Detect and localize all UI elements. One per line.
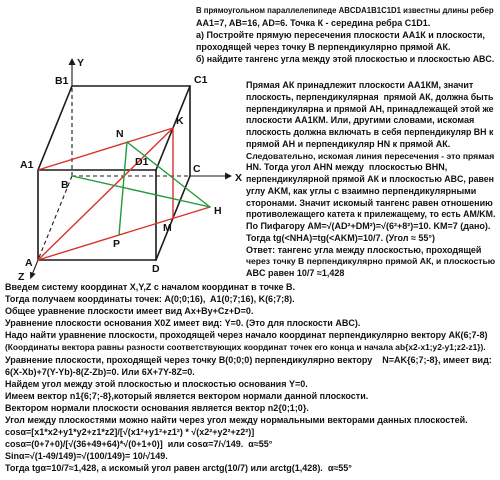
solution-line-6: прямой АН и перпендикуляр HN к прямой АК. <box>246 138 451 149</box>
label-n: N <box>116 128 124 140</box>
solution-line-3: перпендикулярна и прямой АН, принадлежащей этой же <box>246 103 494 114</box>
z-axis-arrow-icon <box>30 272 36 280</box>
coordinates-line-5: Надо найти уравнение плоскости, проходящей через начало координат перпендикулярно вектору АК(6;7-8) <box>5 330 488 341</box>
label-b: B <box>61 179 69 191</box>
coordinates-line-2: Тогда получаем координаты точек: A(0;0;16), A1(0;7;16), K(6;7;8). <box>5 294 295 305</box>
solution-line-9: перпендикулярной прямой АК и плоскостью ABC, равен <box>246 174 494 184</box>
coordinates-line-4: Уравнение плоскости основания X0Z имеет вид: Y=0. (Это для плоскости ABC). <box>5 318 361 329</box>
coordinate-solution <box>5 281 496 475</box>
label-z: Z <box>18 271 25 283</box>
solution-line-5: плоскость должна включать в себя перпендикуляр ВН к <box>246 127 494 137</box>
segment-a1-k <box>38 128 173 170</box>
x-axis-arrow-icon <box>225 173 232 180</box>
answer-line-2: через точку В перпендикулярно прямой АК, и плоскостью <box>246 256 496 267</box>
coordinates-line-9: Найдем угол между этой плоскостью и плоскостью основания Y=0. <box>5 378 308 389</box>
label-d1: D1 <box>135 156 149 168</box>
coordinates-line-10: Имеем вектор n1{6;7;-8},который является вектором нормали данной плоскости. <box>5 390 369 401</box>
formula-line-3: Sinα=√(1-49/149)=√(100/149)= 10/√149. <box>5 451 168 462</box>
coordinates-line-3: Общее уравнение плоскости имеет вид Ax+By+Cz+D=0. <box>5 306 254 317</box>
z-axis <box>32 260 38 274</box>
formula-line-1: cosα=[x1*x2+y1*y2+z1*z2]/[√(x1²+y1²+z1²) * √(x2²+y2²+z2²)] <box>5 427 255 438</box>
problem-line-2: AA1=7, AB=16, AD=6. Точка К - середина ребра C1D1. <box>196 18 431 28</box>
label-b1: B1 <box>55 75 69 87</box>
label-h: H <box>214 205 222 217</box>
coordinates-line-1: Введем систему координат X,Y,Z с началом координат в точке В. <box>5 282 295 292</box>
solution-line-14: Тогда tg(<NHA)=tg(<AKM)=10/7. (Угол ≈ 55°) <box>246 232 435 243</box>
label-c: C <box>193 163 201 175</box>
label-a: A <box>25 257 33 269</box>
label-y: Y <box>77 57 85 69</box>
label-p: P <box>113 238 121 250</box>
coordinates-line-7: Уравнение плоскости, проходящей через точку В(0;0;0) перпендикулярно вектору N=AK{6;7;-8}, имеет вид: <box>5 354 492 365</box>
problem-line-1: В прямоугольном параллелепипеде ABCDA1B1C1D1 известны длины ребер <box>196 6 494 15</box>
solution-line-1: Прямая АК принадлежит плоскости АА1КМ, значит <box>246 80 474 90</box>
label-a1: A1 <box>20 159 34 171</box>
solution-line-13: По Пифагору AM=√(AD²+DM²)=√(6²+8²)=10. KM=7 (дано). <box>246 221 491 231</box>
coordinates-line-8: 6(X-Xb)+7(Y-Yb)-8(Z-Zb)=0. Или 6X+7Y-8Z=0. <box>5 366 195 377</box>
solution-line-10: углу AKM, как углы с взаимно перпендикулярными <box>246 185 477 196</box>
solution-line-12: противолежащего катета к прилежащему, то есть AM/KM. <box>246 209 496 220</box>
coordinates-line-6: (Координаты вектора равны разности соответствующих координат точек его конца и начала ab{x2-x1;y2-y1;z2-z1}). <box>5 342 486 353</box>
label-d: D <box>152 263 160 275</box>
label-c1: C1 <box>194 74 208 86</box>
problem-line-3: а) Постройте прямую пересечения плоскости АА1К и плоскости, <box>196 30 485 40</box>
answer-line-1: Ответ: тангенс угла между плоскостью, проходящей <box>246 244 482 255</box>
segment-a-h <box>38 207 210 260</box>
label-m: M <box>163 222 172 234</box>
problem-line-5: б) найдите тангенс угла между этой плоскостью и плоскостью ABC. <box>196 54 495 64</box>
problem-line-4: проходящей через точку В перпендикулярно прямой АК. <box>196 42 451 52</box>
solution-line-11: сторонами. Значит искомый тангенс равен отношению <box>246 197 493 208</box>
coordinates-line-11: Вектором нормали плоскости основания является вектор n2{0;1;0}. <box>5 402 309 413</box>
answer-line-3: ABC равен 10/7 ≈1,428 <box>246 268 345 278</box>
y-axis-arrow-icon <box>69 58 76 65</box>
label-k: K <box>176 115 184 127</box>
solution-line-8: HN. Тогда угол AHN между плоскостью BHN, <box>246 162 448 173</box>
formula-line-2: cosα=(0+7+0)/[√(36+49+64)*√(0+1+0)] или cosα=7/√149. α≈55° <box>5 439 273 450</box>
edge-a1-b1 <box>38 86 72 170</box>
solution-line-7: Следовательно, искомая линия пересечения - это прямая <box>246 150 495 161</box>
solution-line-4: плоскости АА1КМ. Или, другими словами, искомая <box>246 115 475 126</box>
solution-line-2: плоскость, перпендикулярная прямой АК, должна быть <box>246 91 494 102</box>
coordinates-line-12: Угол между плоскостями можно найти через угол между нормальными векторами данных плоскостей. <box>5 415 468 426</box>
label-x: X <box>235 172 243 184</box>
geometric-solution <box>246 80 496 280</box>
conclusion-line: Тогда tgα=10/7≈1,428, а искомый угол равен arctg(10/7) или arctg(1,428). α≈55° <box>5 463 352 474</box>
parallelepiped-diagram <box>0 55 245 285</box>
